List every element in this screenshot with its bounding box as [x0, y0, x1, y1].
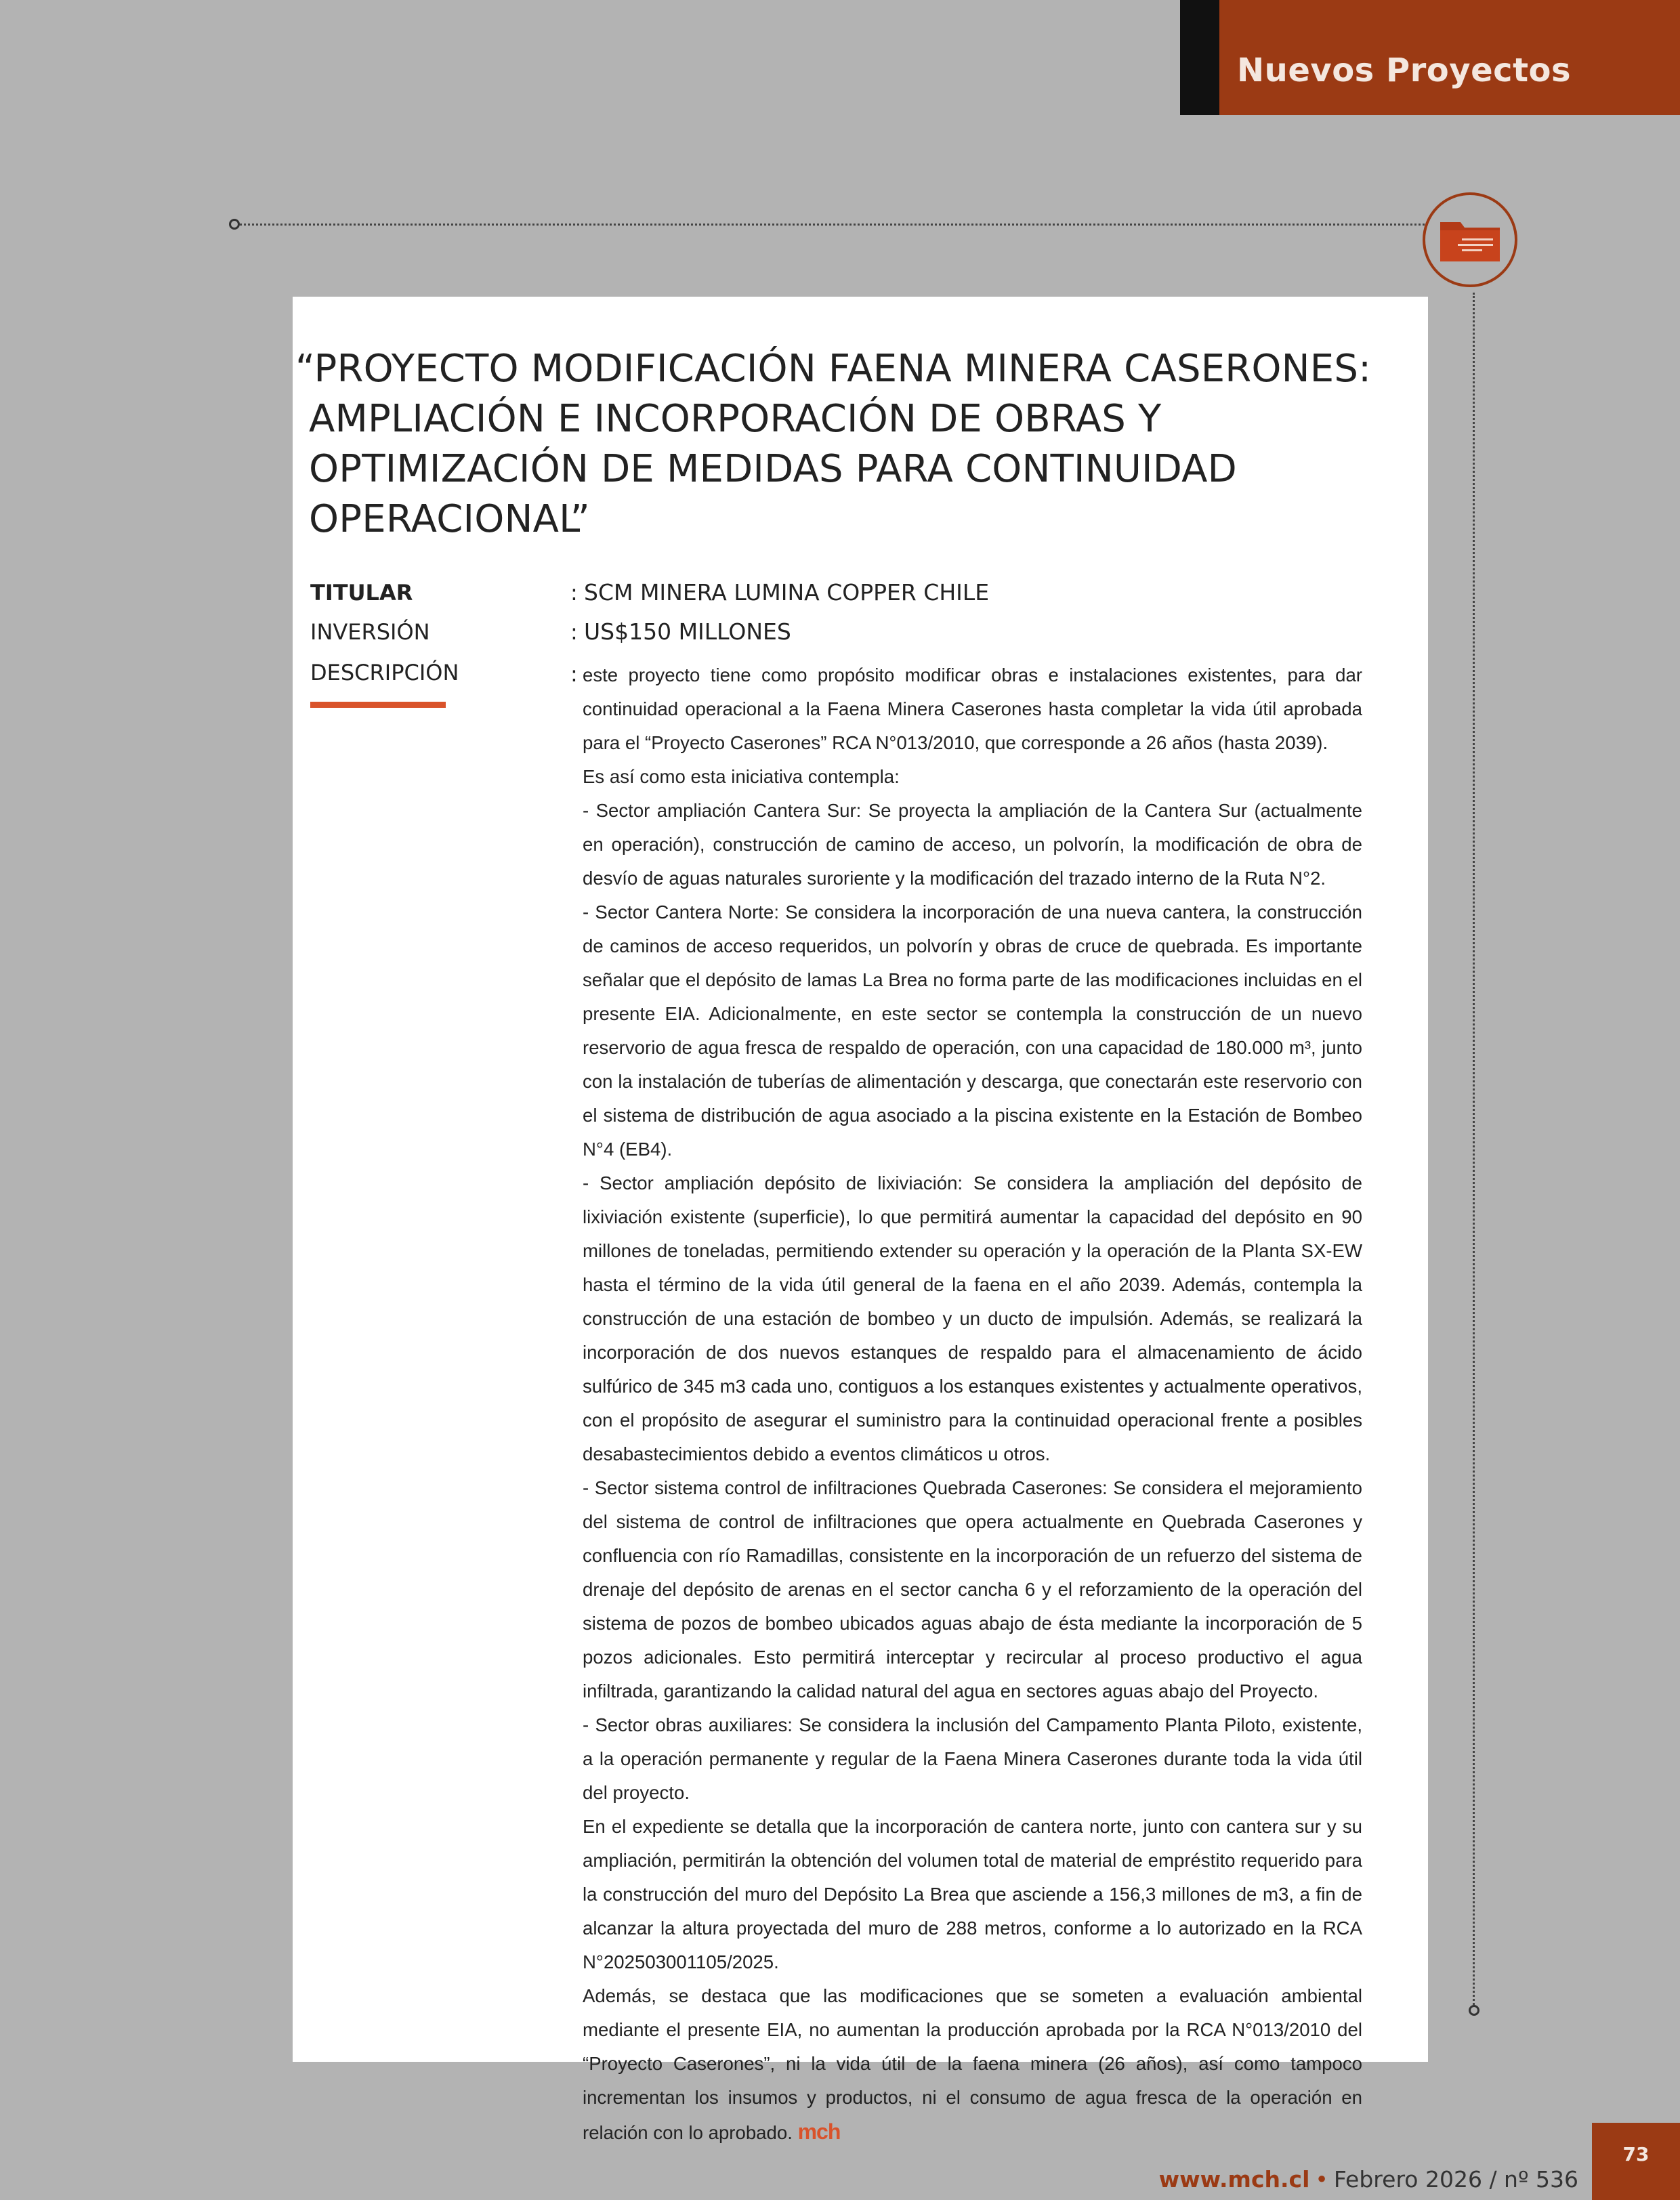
inversion-label: INVERSIÓN	[310, 619, 430, 645]
page-footer	[1159, 2166, 1578, 2193]
description-paragraph-last	[583, 1979, 1362, 2150]
header-black-block	[1180, 0, 1219, 115]
page-number-box	[1592, 2123, 1680, 2200]
section-header	[1219, 0, 1680, 115]
folder-badge	[1423, 192, 1517, 287]
descripcion-underline	[310, 702, 446, 708]
guide-end-ring	[1469, 2005, 1479, 2016]
titular-label: TITULAR	[310, 580, 413, 606]
description-paragraph: este proyecto tiene como propósito modificar obras e instalaciones existentes, para dar continuidad operacional a la Faena Minera Caserones hasta completar la vida útil aprobada para el “Proyecto Caserones” RCA N°013/2010, que corresponde a 26 años (hasta 2039).	[583, 664, 1362, 753]
footer-issue: Febrero 2026 / nº 536	[1333, 2166, 1578, 2193]
title-line: “PROYECTO MODIFICACIÓN FAENA MINERA CASERONES:	[295, 347, 1372, 391]
title-line: OPERACIONAL”	[309, 497, 590, 541]
descripcion-label: DESCRIPCIÓN	[310, 660, 459, 685]
guide-start-ring	[229, 219, 240, 230]
title-line: AMPLIACIÓN E INCORPORACIÓN DE OBRAS Y	[309, 397, 1162, 441]
description-paragraph: Es así como esta iniciativa contempla:	[583, 766, 900, 787]
title-line: OPTIMIZACIÓN DE MEDIDAS PARA CONTINUIDAD	[309, 447, 1237, 491]
folder-icon	[1437, 215, 1503, 264]
description-last-text: Además, se destaca que las modificaciones que se someten a evaluación ambiental mediante el presente EIA, no aumentan la producción aprobada por la RCA N°013/2010 del “Proyecto Caserones”, ni la vida útil de la faena minera (26 años), así como tampoco incrementan los insumos y productos, ni el consumo de agua fresca de la operación en relación con lo aprobado.	[583, 1985, 1362, 2143]
inversion-colon: :	[570, 619, 578, 645]
article-title	[295, 344, 1406, 545]
footer-site-link[interactable]: www.mch.cl	[1158, 2166, 1310, 2193]
section-title: Nuevos Proyectos	[1237, 51, 1572, 89]
titular-value: SCM MINERA LUMINA COPPER CHILE	[584, 579, 990, 606]
description-paragraph: En el expediente se detalla que la incorporación de cantera norte, junto con cantera sur y su ampliación, permitirán la obtención del volumen total de material de empréstito requerido para la construcción del muro del Depósito La Brea que asciende a 156,3 millones de m3, a fin de alcanzar la altura proyectada del muro de 288 metros, conforme a lo autorizado en la RCA N°202503001105/2025.	[583, 1816, 1362, 1972]
mch-end-logo: mch	[797, 2119, 841, 2144]
description-paragraph: - Sector Cantera Norte: Se considera la incorporación de una nueva cantera, la construcción de caminos de acceso requeridos, un polvorín y obras de cruce de quebrada. Es importante señalar que el depósito de lamas La Brea no forma parte de las modificaciones incluidas en el presente EIA. Adicionalmente, en este sector se contempla la construcción de un nuevo reservorio de agua fresca de respaldo de operación, con una capacidad de 180.000 m³, junto con la instalación de tuberías de alimentación y descarga, que conectarán este reservorio con el sistema de distribución de agua asociado a la piscina existente en la Estación de Bombeo N°4 (EB4).	[583, 902, 1362, 1160]
dotted-guide-vertical	[1473, 293, 1475, 2005]
page-number: 73	[1622, 2143, 1650, 2165]
description-paragraph: - Sector ampliación Cantera Sur: Se proyecta la ampliación de la Cantera Sur (actualmente en operación), construcción de camino de acceso, un polvorín, la modificación de obra de desvío de aguas naturales suroriente y la modificación del trazado interno de la Ruta N°2.	[583, 800, 1362, 889]
footer-separator: •	[1315, 2166, 1328, 2193]
description-paragraph: - Sector ampliación depósito de lixiviación: Se considera la ampliación del depósito de lixiviación existente (superficie), lo que permitirá aumentar la capacidad del depósito en 90 millones de toneladas, permitiendo extender su operación y la operación de la Planta SX-EW hasta el término de la vida útil general de la faena en el año 2039. Además, contempla la construcción de una estación de bombeo y un ducto de impulsión. Además, se realizará la incorporación de dos nuevos estanques de respaldo para el almacenamiento de ácido sulfúrico de 345 m3 cada uno, contiguos a los estanques existentes y actualmente operativos, con el propósito de asegurar el suministro para la continuidad operacional frente a posibles desabastecimientos debido a eventos climáticos u otros.	[583, 1172, 1362, 1464]
descripcion-colon: :	[570, 661, 578, 687]
dotted-guide-horizontal	[235, 224, 1434, 226]
inversion-value: US$150 MILLONES	[584, 618, 791, 645]
description-body	[583, 658, 1362, 2150]
titular-colon: :	[570, 580, 578, 606]
description-paragraph: - Sector obras auxiliares: Se considera la inclusión del Campamento Planta Piloto, existente, a la operación permanente y regular de la Faena Minera Caserones durante toda la vida útil del proyecto.	[583, 1714, 1362, 1803]
description-paragraph: - Sector sistema control de infiltraciones Quebrada Caserones: Se considera el mejoramiento del sistema de control de infiltraciones que opera actualmente en Quebrada Caserones y confluencia con río Ramadillas, consistente en la incorporación de un refuerzo del sistema de drenaje del depósito de arenas en el sector cancha 6 y el reforzamiento de la operación del sistema de pozos de bombeo ubicados aguas abajo de ésta mediante la incorporación de 5 pozos adicionales. Esto permitirá interceptar y recircular al proceso productivo el agua infiltrada, garantizando la calidad natural del agua en sectores aguas abajo del Proyecto.	[583, 1477, 1362, 1701]
